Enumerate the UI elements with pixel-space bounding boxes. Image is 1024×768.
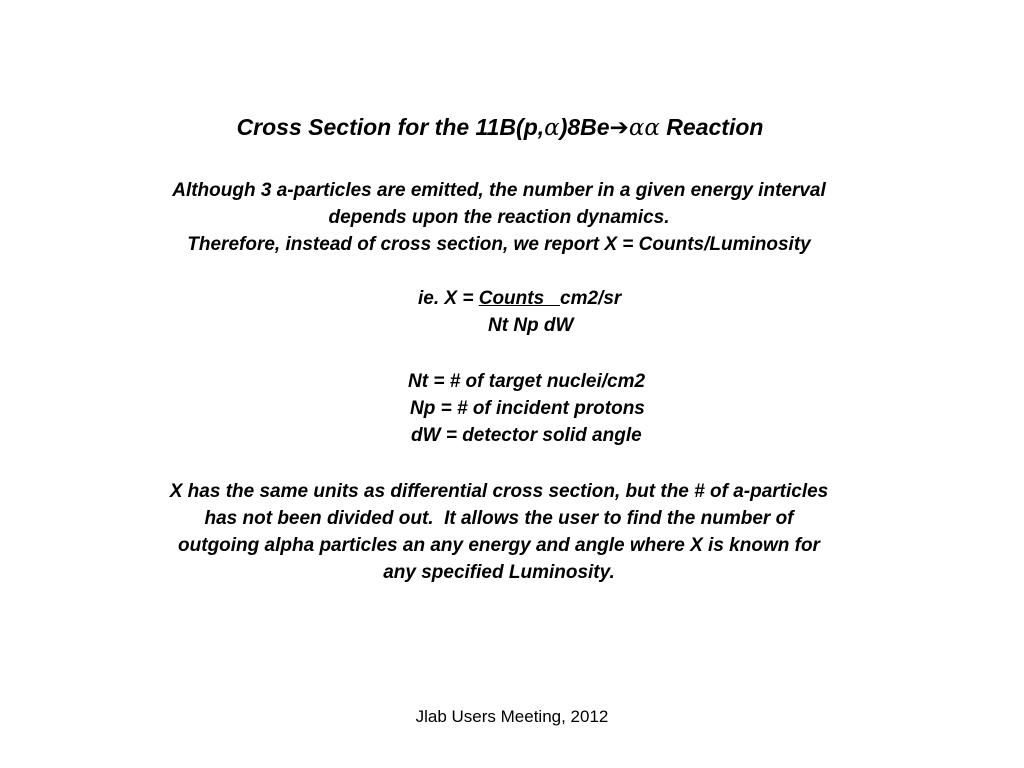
- closing-line-4: any specified Luminosity.: [383, 562, 615, 583]
- formula-units: cm2/sr: [560, 288, 622, 309]
- slide-footer: Jlab Users Meeting, 2012: [415, 707, 609, 726]
- definition-dw: dW = detector solid angle: [411, 425, 642, 446]
- definition-np: Np = # of incident protons: [410, 398, 645, 419]
- closing-line-2: has not been divided out. It allows the user to find the number of: [204, 508, 794, 529]
- arrow-icon: ➔: [609, 115, 629, 141]
- formula-denominator: Nt Np dW: [488, 315, 574, 336]
- title-mid: )8Be: [559, 114, 610, 140]
- definition-nt: Nt = # of target nuclei/cm2: [408, 371, 646, 392]
- title-suffix: Reaction: [659, 114, 764, 140]
- closing-line-1: X has the same units as differential cross section, but the # of a-particles: [169, 481, 829, 502]
- title-alphas: αα: [628, 115, 660, 141]
- intro-line-1: Although 3 a-particles are emitted, the number in a given energy interval: [172, 180, 826, 201]
- formula-numerator: Counts: [478, 288, 561, 309]
- closing-line-3: outgoing alpha particles an any energy and angle where X is known for: [178, 535, 820, 556]
- title-prefix: Cross Section for the 11B(p,: [236, 114, 545, 140]
- slide-title: [0, 113, 1000, 142]
- formula-prefix: ie. X =: [418, 288, 479, 309]
- intro-line-2: depends upon the reaction dynamics.: [328, 207, 670, 228]
- intro-line-3: Therefore, instead of cross section, we report X = Counts/Luminosity: [187, 234, 811, 255]
- title-alpha: α: [544, 115, 560, 141]
- formula-line: [418, 288, 621, 310]
